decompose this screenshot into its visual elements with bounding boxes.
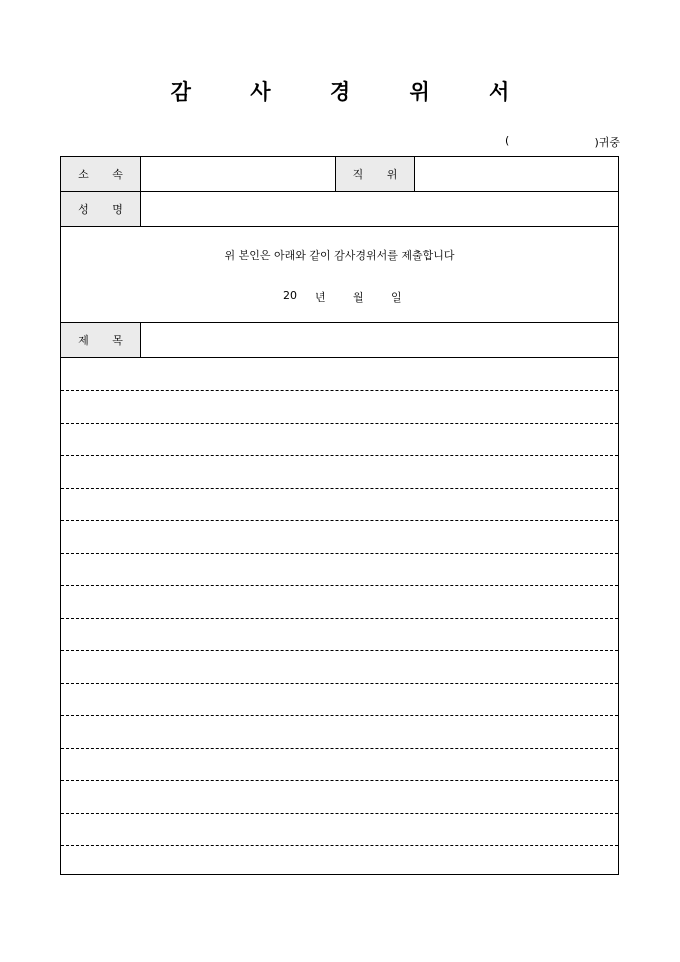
addressee-suffix: )귀중 [594, 136, 620, 149]
subject-row [61, 323, 618, 358]
declaration-text: 위 본인은 아래와 같이 감사경위서를 제출합니다 [224, 249, 455, 262]
subject-label: 제 목 [61, 323, 141, 357]
ruled-line [61, 683, 618, 684]
subject-field[interactable] [141, 323, 618, 357]
date-month-label: 월 [353, 291, 364, 304]
affiliation-field[interactable] [141, 157, 336, 191]
date-line [61, 289, 618, 305]
affiliation-label: 소 속 [61, 157, 141, 191]
ruled-line [61, 845, 618, 846]
ruled-line [61, 553, 618, 554]
declaration-block [61, 227, 618, 323]
addressee-line [505, 134, 620, 150]
ruled-line [61, 520, 618, 521]
form-sheet [60, 156, 619, 875]
date-day-label: 일 [391, 291, 402, 304]
page-title: 감 사 경 위 서 [170, 79, 536, 104]
addressee-open: ( [505, 134, 510, 147]
ruled-line [61, 488, 618, 489]
ruled-line [61, 390, 618, 391]
name-field[interactable] [141, 192, 618, 226]
name-label: 성 명 [61, 192, 141, 226]
ruled-line [61, 618, 618, 619]
ruled-line [61, 585, 618, 586]
ruled-line [61, 748, 618, 749]
statement-body[interactable] [61, 358, 618, 874]
date-year-label: 년 [315, 291, 326, 304]
position-field[interactable] [415, 157, 618, 191]
name-row [61, 192, 618, 227]
ruled-line [61, 650, 618, 651]
ruled-line [61, 813, 618, 814]
position-label: 직 위 [336, 157, 415, 191]
ruled-line [61, 423, 618, 424]
ruled-line [61, 715, 618, 716]
date-year-prefix: 20 [283, 289, 297, 302]
affiliation-row [61, 157, 618, 192]
ruled-line [61, 780, 618, 781]
ruled-line [61, 455, 618, 456]
